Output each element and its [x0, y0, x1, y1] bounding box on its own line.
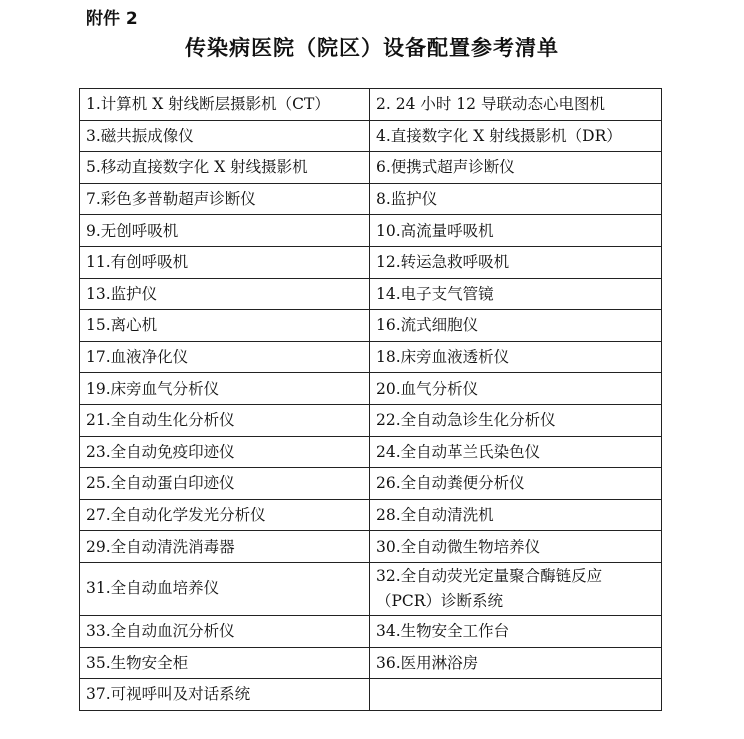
table-cell: 1.计算机 X 射线断层摄影机（CT） [80, 89, 370, 121]
table-cell: 31.全自动血培养仪 [80, 562, 370, 615]
table-row [80, 562, 662, 615]
table-cell: 14.电子支气管镜 [370, 278, 662, 310]
table-cell: 7.彩色多普勒超声诊断仪 [80, 183, 370, 215]
table-cell: 8.监护仪 [370, 183, 662, 215]
table-cell: 10.高流量呼吸机 [370, 215, 662, 247]
table-cell: 12.转运急救呼吸机 [370, 246, 662, 278]
table-row [80, 278, 662, 310]
table-cell: 34.生物安全工作台 [370, 615, 662, 647]
table-cell: 32.全自动荧光定量聚合酶链反应（PCR）诊断系统 [370, 562, 662, 615]
table-cell: 4.直接数字化 X 射线摄影机（DR） [370, 120, 662, 152]
table-cell: 23.全自动免疫印迹仪 [80, 436, 370, 468]
table-cell: 35.生物安全柜 [80, 647, 370, 679]
table-cell: 22.全自动急诊生化分析仪 [370, 404, 662, 436]
table-row [80, 404, 662, 436]
table-row [80, 647, 662, 679]
table-cell: 27.全自动化学发光分析仪 [80, 499, 370, 531]
table-cell: 11.有创呼吸机 [80, 246, 370, 278]
table-cell: 21.全自动生化分析仪 [80, 404, 370, 436]
table-cell: 33.全自动血沉分析仪 [80, 615, 370, 647]
table-cell: 24.全自动革兰氏染色仪 [370, 436, 662, 468]
table-row [80, 436, 662, 468]
table-cell: 26.全自动粪便分析仪 [370, 468, 662, 500]
table-row [80, 499, 662, 531]
table-cell: 16.流式细胞仪 [370, 310, 662, 342]
table-cell: 25.全自动蛋白印迹仪 [80, 468, 370, 500]
table-row [80, 89, 662, 121]
table-row [80, 215, 662, 247]
table-cell: 2. 24 小时 12 导联动态心电图机 [370, 89, 662, 121]
table-cell: 15.离心机 [80, 310, 370, 342]
table-cell: 13.监护仪 [80, 278, 370, 310]
table-cell: 18.床旁血液透析仪 [370, 341, 662, 373]
table-row [80, 183, 662, 215]
table-row [80, 120, 662, 152]
table-cell: 29.全自动清洗消毒器 [80, 531, 370, 563]
table-cell: 37.可视呼叫及对话系统 [80, 679, 370, 711]
table-cell: 36.医用淋浴房 [370, 647, 662, 679]
annex-label: 附件 2 [86, 9, 138, 29]
table-row [80, 373, 662, 405]
table-cell: 6.便携式超声诊断仪 [370, 152, 662, 184]
table-row [80, 531, 662, 563]
table-cell: 5.移动直接数字化 X 射线摄影机 [80, 152, 370, 184]
table-cell: 3.磁共振成像仪 [80, 120, 370, 152]
table-cell: 17.血液净化仪 [80, 341, 370, 373]
table-cell: 20.血气分析仪 [370, 373, 662, 405]
equipment-table [79, 88, 662, 711]
table-cell [370, 679, 662, 711]
table-cell: 19.床旁血气分析仪 [80, 373, 370, 405]
table-cell: 9.无创呼吸机 [80, 215, 370, 247]
table-row [80, 152, 662, 184]
table-cell: 30.全自动微生物培养仪 [370, 531, 662, 563]
table-cell: 28.全自动清洗机 [370, 499, 662, 531]
table-row [80, 615, 662, 647]
table-row [80, 679, 662, 711]
page-title: 传染病医院（院区）设备配置参考清单 [185, 35, 559, 60]
table-row [80, 310, 662, 342]
table-row [80, 341, 662, 373]
table-row [80, 468, 662, 500]
table-row [80, 246, 662, 278]
